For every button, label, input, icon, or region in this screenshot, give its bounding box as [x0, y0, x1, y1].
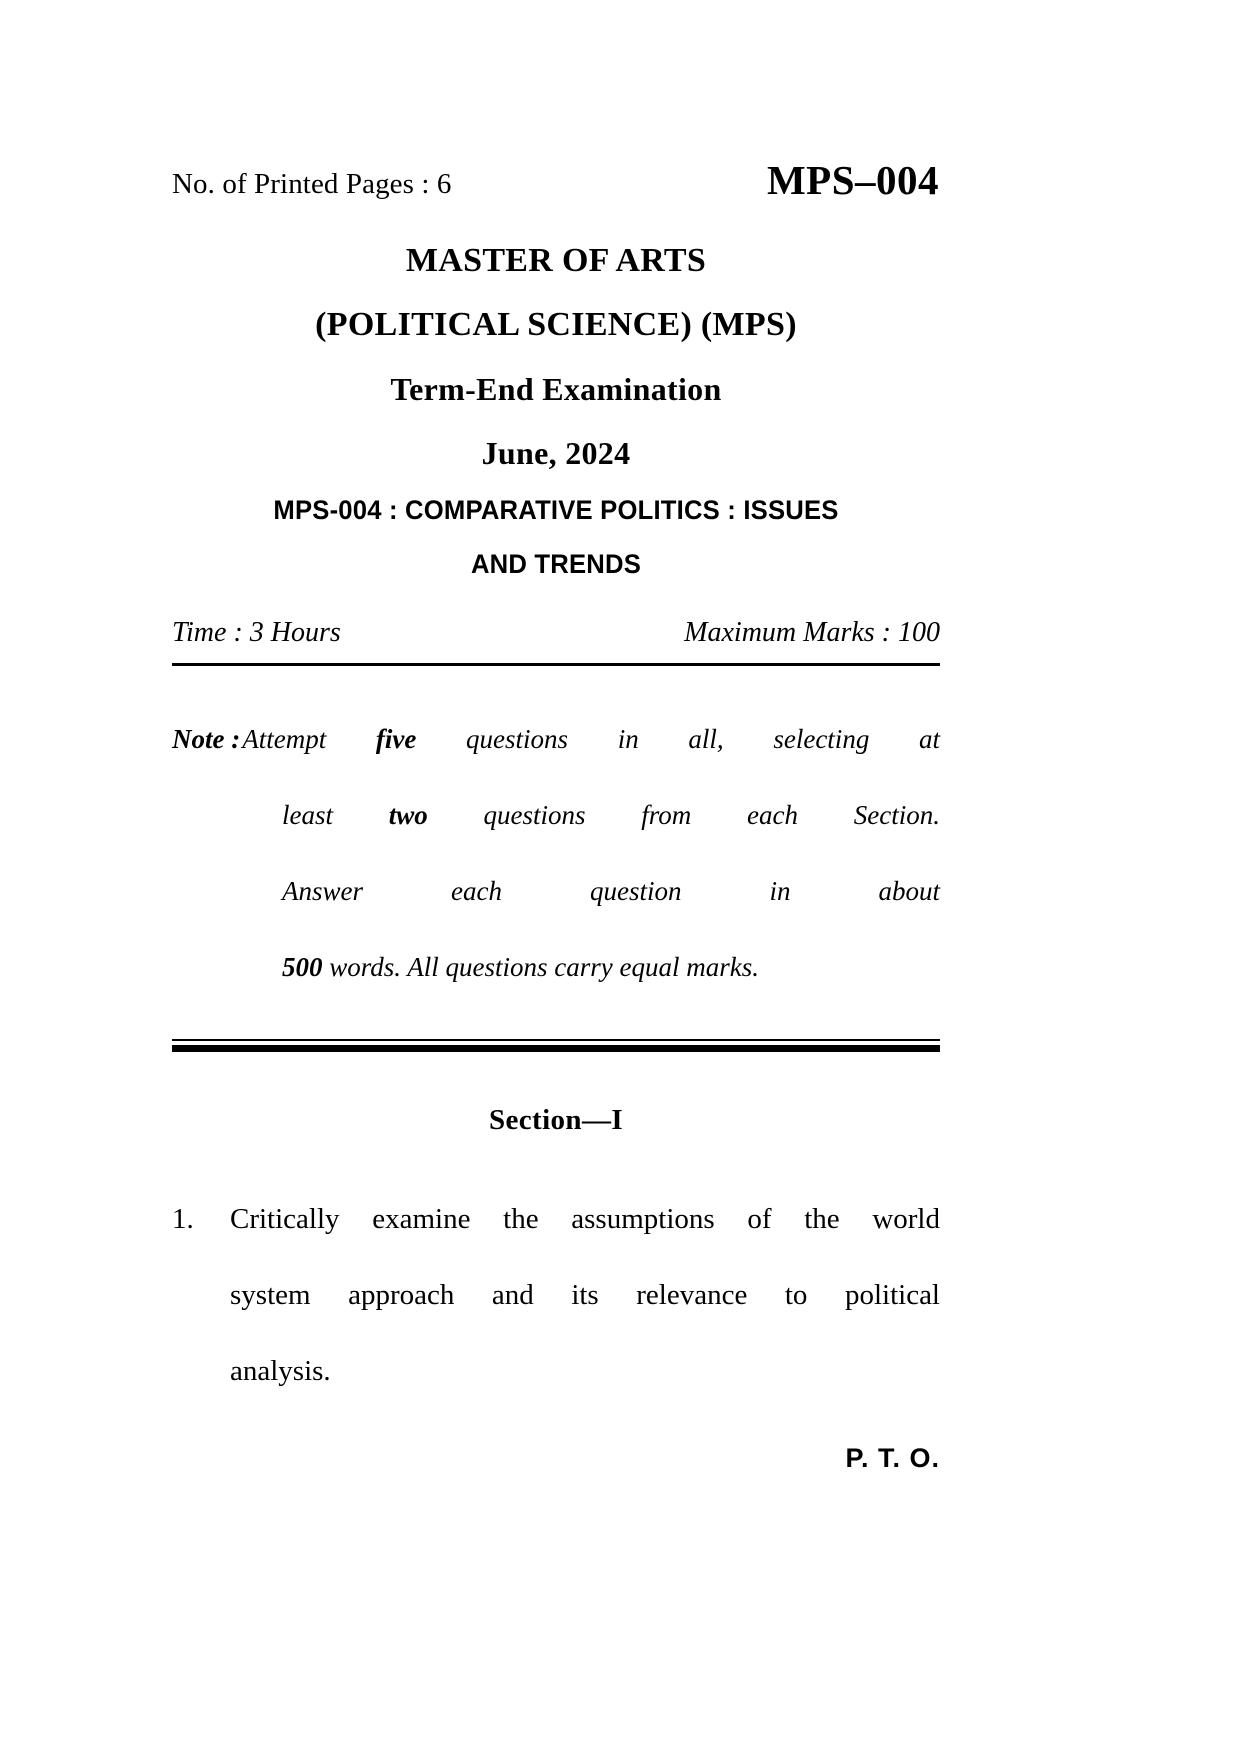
note-label: Note : [172, 724, 241, 754]
question-line-3: analysis. [230, 1355, 331, 1387]
exam-title-block [172, 244, 940, 469]
page-content [172, 157, 941, 1474]
note-text-segment: questions in all, selecting at [416, 724, 940, 754]
page-header [172, 157, 940, 222]
note-text-segment: least [282, 800, 389, 830]
note-text-segment: words. All questions carry equal marks. [322, 952, 759, 982]
subject-heading-line-2: AND TRENDS [470, 549, 642, 579]
note-first-line [172, 701, 940, 777]
note-line-2 [282, 777, 940, 853]
examination-type: Term-End Examination [390, 371, 722, 407]
page-turn-over-label: P. T. O. [845, 1443, 940, 1473]
question-number: 1. [172, 1203, 194, 1235]
subject-heading [172, 497, 940, 578]
exam-duration: Time : 3 Hours [172, 617, 341, 648]
note-line-3: Answer each question in about [282, 876, 940, 906]
printed-pages-label: No. of Printed Pages : 6 [172, 168, 452, 200]
programme-name: MASTER OF ARTS [405, 242, 707, 279]
course-code: MPS–004 [766, 157, 939, 203]
exam-maximum-marks: Maximum Marks : 100 [684, 617, 940, 648]
section-heading: Section—I [488, 1104, 624, 1136]
note-text-segment: Attempt [242, 724, 376, 754]
rule-thick [172, 1045, 940, 1052]
question-line-2: system approach and its relevance to political [230, 1279, 940, 1311]
question-item [172, 1181, 940, 1409]
note-text-segment: questions from each Section. [427, 800, 941, 830]
note-line-1 [242, 701, 940, 777]
subject-heading-line-1: MPS-004 : COMPARATIVE POLITICS : ISSUES [273, 495, 839, 525]
instructions-note [172, 701, 940, 1005]
horizontal-rule-double [172, 1039, 940, 1052]
note-line-4 [282, 929, 940, 1005]
question-first-line [172, 1181, 940, 1257]
note-emphasis-five: five [375, 724, 417, 754]
examination-session: June, 2024 [481, 435, 631, 471]
horizontal-rule-single [172, 663, 940, 666]
question-line-1: Critically examine the assumptions of the world [230, 1203, 940, 1235]
exam-info-row [172, 619, 940, 647]
programme-discipline: (POLITICAL SCIENCE) (MPS) [315, 306, 797, 343]
note-emphasis-two: two [388, 800, 428, 830]
note-emphasis-500: 500 [282, 952, 323, 982]
